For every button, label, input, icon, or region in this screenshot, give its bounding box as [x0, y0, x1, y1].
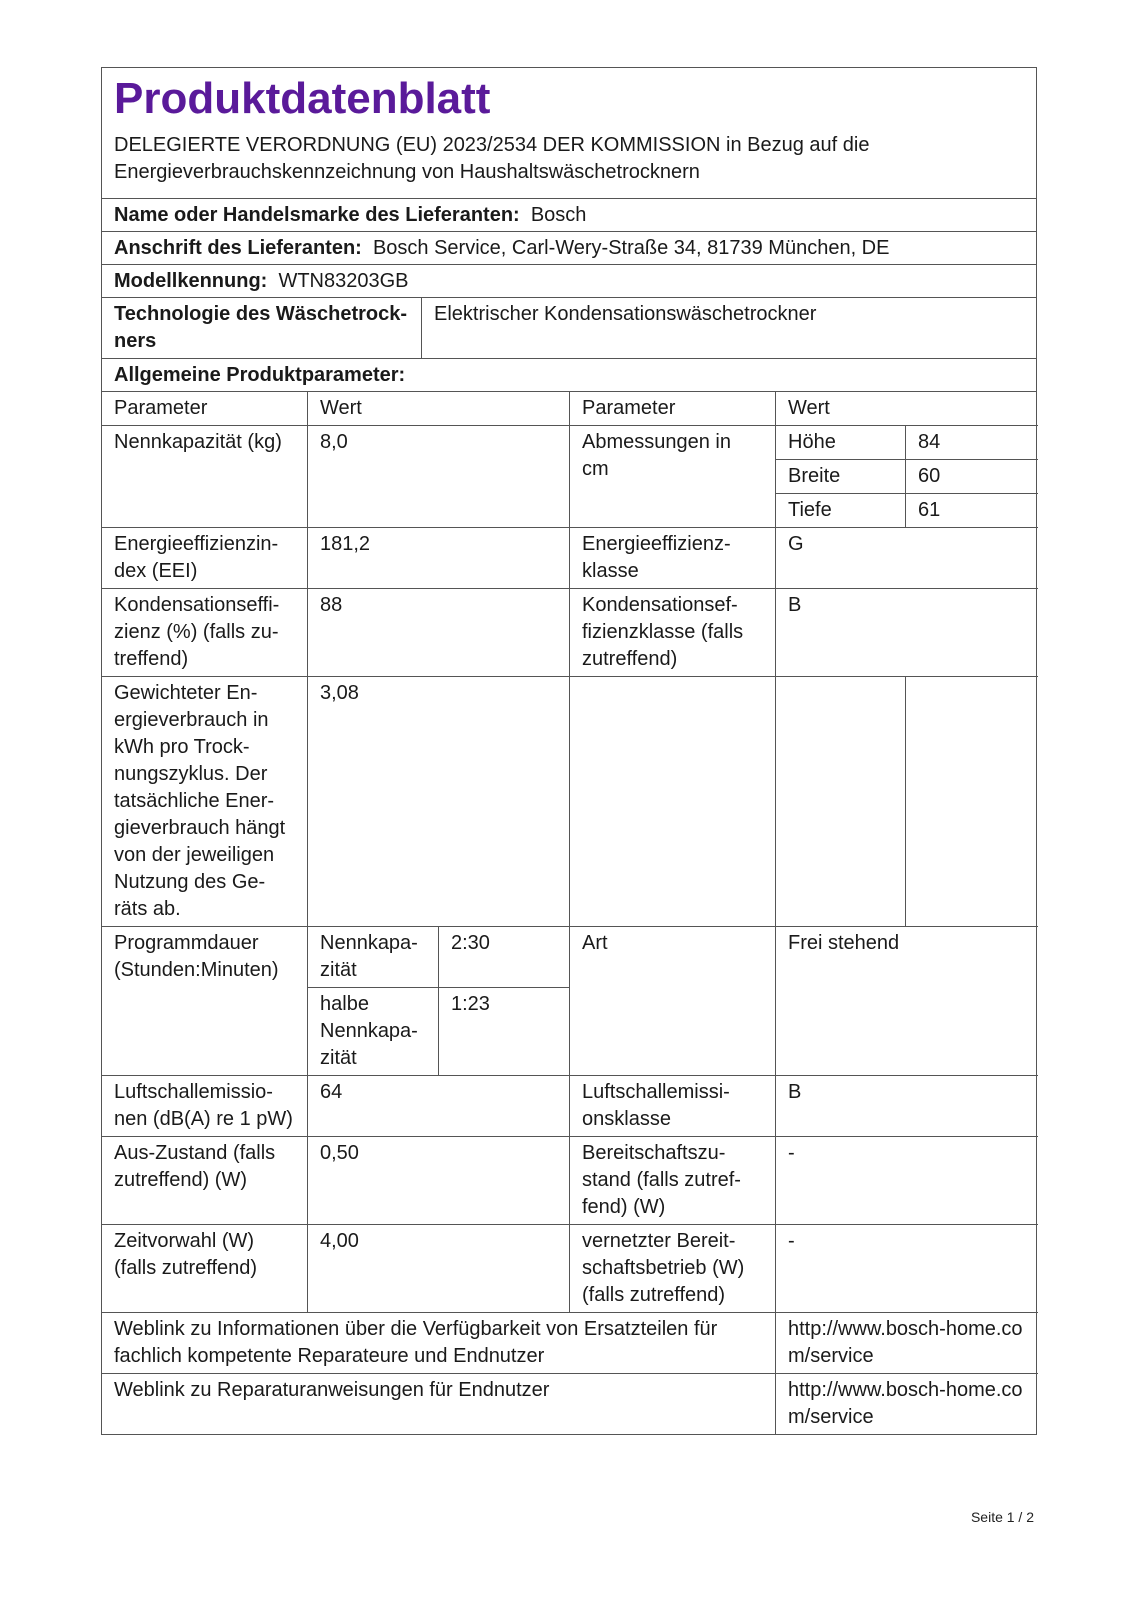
program-duration-subtable: [308, 927, 570, 1076]
condensation-value: 88: [308, 589, 570, 677]
supplier-address-value: Bosch Service, Carl-Wery-Straße 34, 81739 München, DE: [372, 237, 890, 259]
program-half-label: halbe Nennkapa-zität: [308, 988, 439, 1075]
supplier-address-label: Anschrift des Lieferanten:: [114, 237, 362, 259]
width-label: Breite: [776, 460, 906, 494]
program-full-label: Nennkapa-zität: [308, 927, 439, 988]
dimensions-label: Abmessungen in cm: [570, 426, 776, 528]
off-mode-value: 0,50: [308, 1137, 570, 1225]
general-params-label: Allgemeine Produktparameter:: [114, 364, 406, 386]
type-value: Frei stehend: [776, 927, 1038, 1076]
height-label: Höhe: [776, 426, 906, 460]
empty-cell: [776, 677, 906, 927]
noise-class-value: B: [776, 1076, 1038, 1137]
supplier-address-row: [102, 232, 1036, 265]
capacity-label: Nennkapazität (kg): [102, 426, 308, 528]
eei-label: Energieeffizienzin-dex (EEI): [102, 528, 308, 589]
noise-value: 64: [308, 1076, 570, 1137]
condensation-class-label: Kondensationsef-fizienzklasse (falls zutreffend): [570, 589, 776, 677]
page-number: Seite 1 / 2: [970, 1509, 1034, 1525]
off-mode-label: Aus-Zustand (falls zutreffend) (W): [102, 1137, 308, 1225]
spare-parts-label: Weblink zu Informationen über die Verfügbarkeit von Ersatzteilen für fachlich kompetente Reparateure und Endnutzer: [102, 1313, 776, 1374]
repair-label: Weblink zu Reparaturanweisungen für Endnutzer: [102, 1374, 776, 1434]
col-header-param-2: Parameter: [570, 392, 776, 426]
program-duration-label: Programmdauer (Stunden:Minuten): [102, 927, 308, 1076]
product-data-sheet: [101, 67, 1037, 1435]
repair-link[interactable]: http://www.bosch-home.com/service: [788, 1379, 1023, 1428]
condensation-label: Kondensationseffi-zienz (%) (falls zu-treffend): [102, 589, 308, 677]
condensation-class-value: B: [776, 589, 1038, 677]
standby-label: Bereitschaftszu-stand (falls zutref-fend) (W): [570, 1137, 776, 1225]
network-standby-value: -: [776, 1225, 1038, 1313]
general-params-row: [102, 359, 1036, 392]
col-header-param-1: Parameter: [102, 392, 308, 426]
repair-row: [102, 1374, 1036, 1434]
col-header-value-1: Wert: [308, 392, 570, 426]
dimensions-subtable: [776, 426, 1038, 528]
energy-class-value: G: [776, 528, 1038, 589]
model-value: WTN83203GB: [278, 270, 409, 292]
empty-cell: [570, 677, 776, 927]
supplier-name-label: Name oder Handelsmarke des Lieferanten:: [114, 204, 520, 226]
type-label: Art: [570, 927, 776, 1076]
page-title: Produktdatenblatt: [114, 74, 491, 123]
noise-class-label: Luftschallemissi-onsklasse: [570, 1076, 776, 1137]
program-full-value: 2:30: [439, 927, 570, 988]
delay-start-label: Zeitvorwahl (W) (falls zutreffend): [102, 1225, 308, 1313]
delay-start-value: 4,00: [308, 1225, 570, 1313]
spare-parts-row: [102, 1313, 1036, 1374]
depth-label: Tiefe: [776, 494, 906, 527]
params-table: [102, 392, 1036, 1313]
supplier-name-row: [102, 199, 1036, 232]
technology-row: [102, 298, 1036, 359]
program-half-value: 1:23: [451, 993, 490, 1015]
width-value: 60: [906, 460, 1038, 494]
capacity-value: 8,0: [308, 426, 570, 528]
eei-value: 181,2: [308, 528, 570, 589]
model-row: [102, 265, 1036, 298]
energy-class-label: Energieeffizienz-klasse: [570, 528, 776, 589]
network-standby-label: vernetzter Bereit-schaftsbetrieb (W) (falls zutreffend): [570, 1225, 776, 1313]
spare-parts-link[interactable]: http://www.bosch-home.com/service: [776, 1313, 1038, 1374]
standby-value: -: [776, 1137, 1038, 1225]
model-label: Modellkennung:: [114, 270, 268, 292]
energy-consumption-label: Gewichteter En-ergieverbrauch in kWh pro Trock-nungszyklus. Der tatsächliche Ener-gieverbrauch hängt von der jeweiligen Nutzung des Ge-räts ab.: [102, 677, 308, 927]
supplier-name-value: Bosch: [530, 204, 587, 226]
technology-value: Elektrischer Kondensationswäschetrockner: [434, 303, 817, 325]
height-value: 84: [906, 426, 1038, 460]
col-header-value-2: Wert: [776, 392, 1038, 426]
regulation-subtitle: DELEGIERTE VERORDNUNG (EU) 2023/2534 DER KOMMISSION in Bezug auf die Energieverbrauchskennzeichnung von Haushaltswäschetrocknern: [102, 126, 1036, 199]
noise-label: Luftschallemissio-nen (dB(A) re 1 pW): [102, 1076, 308, 1137]
empty-cell: [906, 677, 1038, 927]
energy-consumption-value: 3,08: [308, 677, 570, 927]
technology-label: Technologie des Wäschetrock-ners: [114, 303, 408, 352]
depth-value: 61: [918, 499, 941, 521]
